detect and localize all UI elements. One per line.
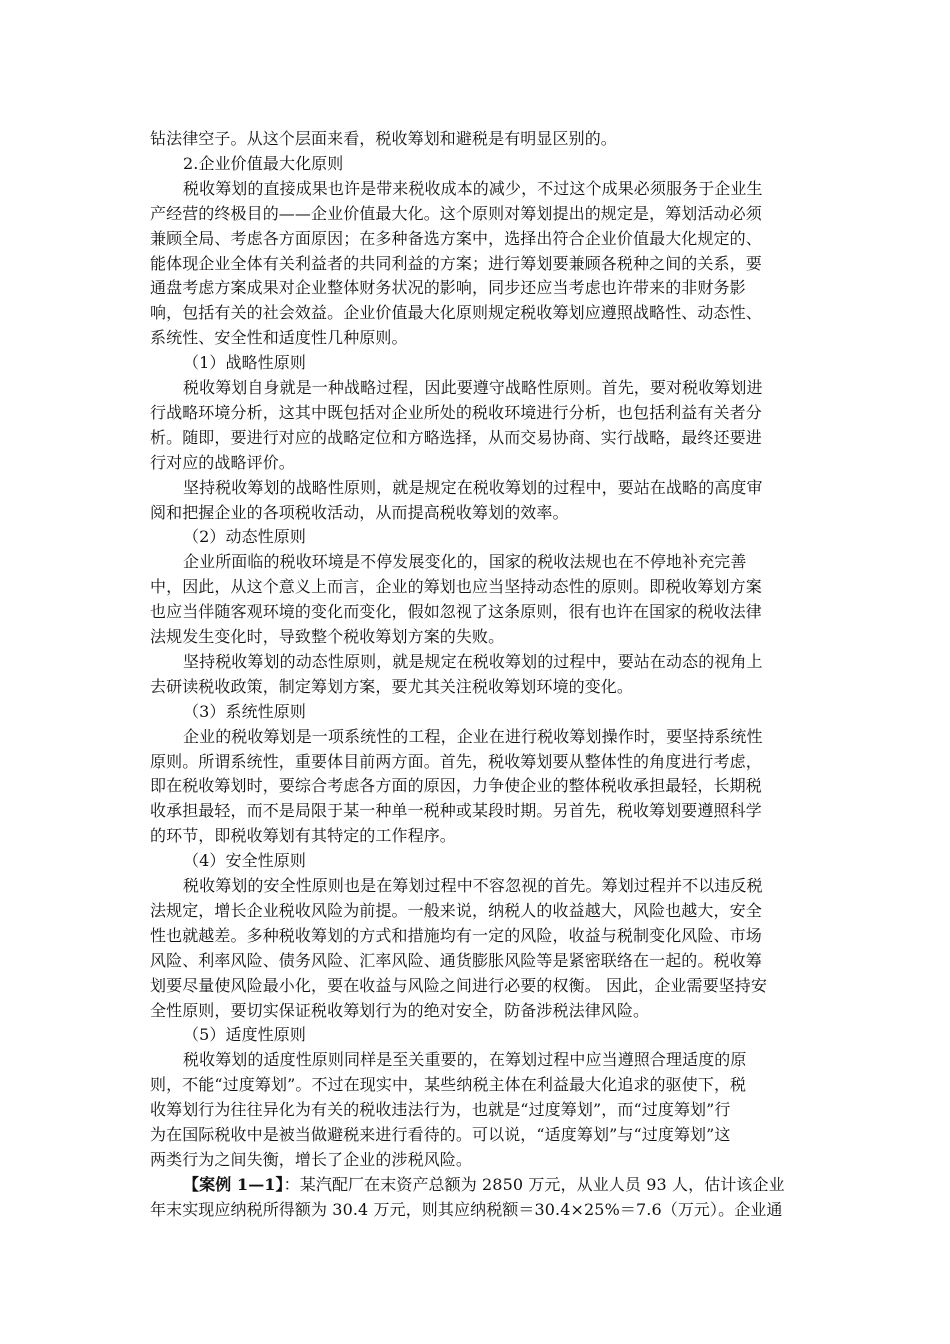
text-line: 系统性、安全性和适度性几种原则。 xyxy=(150,328,408,348)
text-line: 的环节，即税收筹划有其特定的工作程序。 xyxy=(150,826,456,846)
text-line: 兼顾全局、考虑各方面原因；在多种备选方案中，选择出符合企业价值最大化规定的、 xyxy=(150,228,762,248)
text-line: （3）系统性原则 xyxy=(183,701,306,721)
text-line: （2）动态性原则 xyxy=(183,527,306,547)
text-line: 税收筹划自身就是一种战略过程，因此要遵守战略性原则。首先，要对税收筹划进 xyxy=(183,378,763,397)
text-line: 划要尽量使风险最小化，要在收益与风险之间进行必要的权衡。 因此，企业需要坚持安 xyxy=(150,975,767,995)
text-line: 性也就越差。多种税收筹划的方式和措施均有一定的风险，收益与税制变化风险、市场 xyxy=(150,925,762,945)
text-line: 行对应的战略评价。 xyxy=(150,452,295,472)
text-line: 风险、利率风险、债务风险、汇率风险、通货膨胀风险等是紧密联络在一起的。税收筹 xyxy=(150,950,762,970)
text-line: （1）战略性原则 xyxy=(183,353,306,373)
text-line: 析。随即，要进行对应的战略定位和方略选择，从而交易协商、实行战略，最终还要进 xyxy=(150,427,762,447)
case-label: 【案例 1—1】 xyxy=(183,1174,284,1194)
text-line: 收承担最轻，而不是局限于某一种单一税种或某段时期。另首先，税收筹划要遵照科学 xyxy=(150,801,762,821)
text-line: （4）安全性原则 xyxy=(183,851,306,871)
text-line: 去研读税收政策，制定筹划方案，要尤其关注税收筹划环境的变化。 xyxy=(150,676,634,696)
text-line: 税收筹划的适度性原则同样是至关重要的，在筹划过程中应当遵照合理适度的原 xyxy=(183,1050,747,1070)
text-line: （5）适度性原则 xyxy=(183,1025,306,1045)
text-line: 原则。所谓系统性，重要体目前两方面。首先，税收筹划要从整体性的角度进行考虑， xyxy=(150,751,762,771)
text-line: 税收筹划的安全性原则也是在筹划过程中不容忽视的首先。筹划过程并不以违反税 xyxy=(183,876,763,895)
text-line: 企业所面临的税收环境是不停发展变化的，国家的税收法规也在不停地补充完善 xyxy=(183,552,747,572)
text-line: 钻法律空子。从这个层面来看，税收筹划和避税是有明显区别的。 xyxy=(150,129,617,148)
case-line xyxy=(183,1173,785,1197)
text-line: 年末实现应纳税所得额为 30.4 万元，则其应纳税额＝30.4×25%＝7.6（万元）。企业通 xyxy=(150,1199,783,1219)
text-line: 能体现企业全体有关利益者的共同利益的方案；进行筹划要兼顾各税种之间的关系，要 xyxy=(150,253,762,273)
text-line: 2.企业价值最大化原则 xyxy=(183,153,344,173)
text-line: 则，不能“过度筹划”。不过在现实中，某些纳税主体在利益最大化追求的驱使下，税 xyxy=(150,1075,747,1095)
text-line: 也应当伴随客观环境的变化而变化，假如忽视了这条原则，很有也许在国家的税收法律 xyxy=(150,602,762,622)
text-line: 即在税收筹划时，要综合考虑各方面的原因，力争使企业的整体税收承担最轻，长期税 xyxy=(150,776,762,796)
text-line: 税收筹划的直接成果也许是带来税收成本的减少，不过这个成果必须服务于企业生 xyxy=(183,178,763,198)
text-line: 法规发生变化时，导致整个税收筹划方案的失败。 xyxy=(150,627,505,646)
text-line: 响，包括有关的社会效益。企业价值最大化原则规定税收筹划应遵照战略性、动态性、 xyxy=(150,303,762,323)
text-line: 阅和把握企业的各项税收活动，从而提高税收筹划的效率。 xyxy=(150,502,569,522)
text-line: 全性原则，要切实保证税收筹划行为的绝对安全，防备涉税法律风险。 xyxy=(150,1000,650,1020)
text-line: 产经营的终极目的——企业价值最大化。这个原则对筹划提出的规定是，筹划活动必须 xyxy=(150,203,762,223)
text-line: 通盘考虑方案成果对企业整体财务状况的影响，同步还应当考虑也许带来的非财务影 xyxy=(150,278,746,298)
text-line: 坚持税收筹划的动态性原则，就是规定在税收筹划的过程中，要站在动态的视角上 xyxy=(183,651,763,671)
text-line: 行战略环境分析，这其中既包括对企业所处的税收环境进行分析，也包括利益有关者分 xyxy=(150,402,762,422)
text-line: 法规定，增长企业税收风险为前提。一般来说，纳税人的收益越大，风险也越大，安全 xyxy=(150,900,762,920)
text-line: 两类行为之间失衡，增长了企业的涉税风险。 xyxy=(150,1149,473,1169)
text-line: 收筹划行为往往异化为有关的税收违法行为，也就是“过度筹划”，而“过度筹划”行 xyxy=(150,1100,731,1120)
text-line: 中，因此，从这个意义上而言，企业的筹划也应当坚持动态性的原则。即税收筹划方案 xyxy=(150,577,762,597)
text-line: 为在国际税收中是被当做避税来进行看待的。可以说，“适度筹划”与“过度筹划”这 xyxy=(150,1125,731,1144)
case-text: ：某汽配厂在末资产总额为 2850 万元，从业人员 93 人，估计该企业 xyxy=(283,1174,785,1194)
text-line: 企业的税收筹划是一项系统性的工程，企业在进行税收筹划操作时，要坚持系统性 xyxy=(183,726,763,746)
text-line: 坚持税收筹划的战略性原则，就是规定在税收筹划的过程中，要站在战略的高度审 xyxy=(183,477,763,497)
